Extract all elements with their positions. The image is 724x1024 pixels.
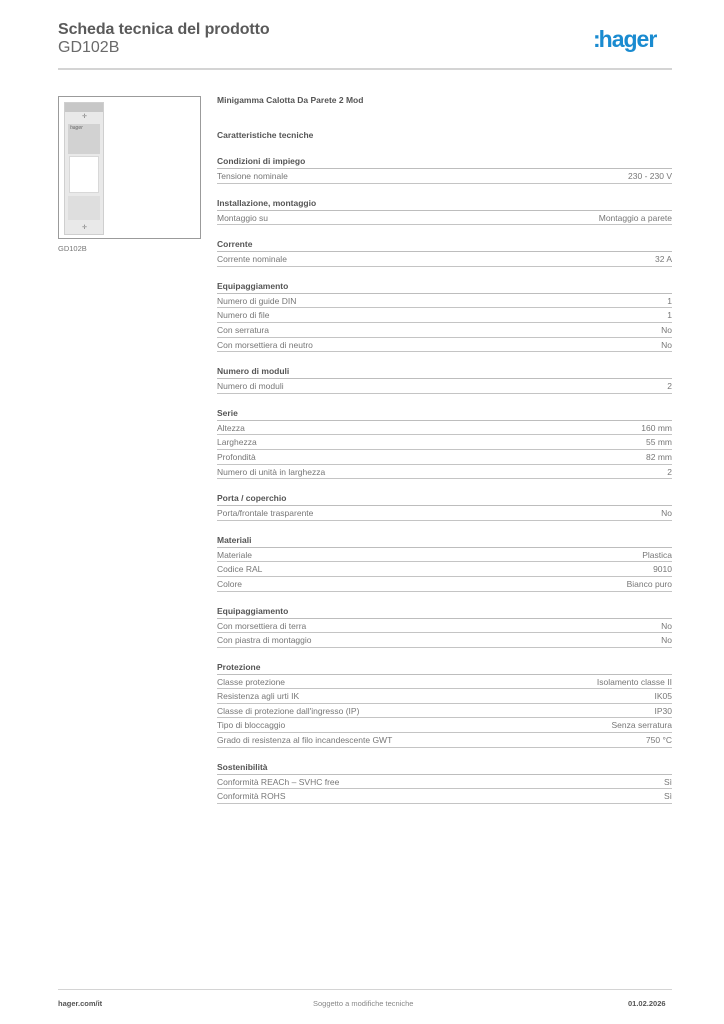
spec-label: Corrente nominale — [217, 254, 287, 265]
spec-row — [217, 562, 672, 577]
image-caption: GD102B — [58, 244, 87, 253]
product-module-window — [69, 156, 99, 193]
spec-value: 32 A — [654, 254, 672, 265]
technical-characteristics-title: Caratteristiche tecniche — [217, 130, 314, 140]
product-image — [64, 102, 104, 235]
spec-row — [217, 169, 672, 184]
spec-section — [217, 238, 672, 267]
spec-row — [217, 577, 672, 592]
spec-label: Colore — [217, 578, 243, 589]
spec-value: Montaggio a parete — [598, 212, 672, 223]
document-title: Scheda tecnica del prodotto — [58, 21, 270, 38]
section-heading: Porta / coperchio — [217, 492, 672, 506]
spec-row — [217, 689, 672, 704]
spec-value: 750 °C — [645, 735, 672, 746]
spec-label: Classe di protezione dall'ingresso (IP) — [217, 705, 360, 716]
spec-label: Con piastra di montaggio — [217, 635, 312, 646]
spec-value: No — [661, 635, 672, 646]
spec-row — [217, 548, 672, 563]
spec-value: 2 — [667, 466, 672, 477]
spec-row — [217, 379, 672, 394]
spec-label: Materiale — [217, 549, 252, 560]
spec-row — [217, 308, 672, 323]
spec-label: Larghezza — [217, 437, 257, 448]
spec-row — [217, 733, 672, 748]
spec-label: Profondità — [217, 451, 256, 462]
product-name: Minigamma Calotta Da Parete 2 Mod — [217, 95, 364, 105]
section-heading: Sostenibilità — [217, 761, 672, 775]
spec-value: Sì — [663, 791, 672, 802]
section-heading: Equipaggiamento — [217, 605, 672, 619]
spec-section — [217, 534, 672, 592]
spec-value: 230 - 230 V — [628, 171, 672, 181]
product-top-band — [65, 103, 103, 112]
spec-row — [217, 704, 672, 719]
spec-label: Con morsettiera di neutro — [217, 339, 313, 350]
spec-value: 1 — [667, 295, 672, 306]
spec-label: Con serratura — [217, 324, 269, 335]
spec-section — [217, 197, 672, 226]
spec-row — [217, 718, 672, 733]
spec-label: Numero di unità in larghezza — [217, 466, 326, 477]
section-heading: Protezione — [217, 661, 672, 675]
product-lower-panel — [68, 196, 100, 220]
spec-section — [217, 407, 672, 479]
spec-row — [217, 435, 672, 450]
spec-row — [217, 252, 672, 267]
spec-label: Numero di file — [217, 310, 270, 321]
header-divider — [58, 68, 672, 70]
spec-section — [217, 155, 672, 184]
spec-row — [217, 789, 672, 804]
product-brand-mark: hager — [70, 125, 83, 131]
spec-label: Numero di moduli — [217, 381, 284, 392]
spec-label: Tensione nominale — [217, 171, 288, 181]
spec-row — [217, 338, 672, 353]
spec-row — [217, 465, 672, 480]
spec-section — [217, 605, 672, 648]
spec-label: Classe protezione — [217, 676, 286, 687]
section-heading: Corrente — [217, 238, 672, 252]
spec-section — [217, 761, 672, 804]
product-code: GD102B — [58, 39, 120, 56]
section-heading: Serie — [217, 407, 672, 421]
spec-section — [217, 492, 672, 521]
spec-label: Altezza — [217, 422, 245, 433]
spec-value: Sì — [663, 776, 672, 787]
spec-row — [217, 323, 672, 338]
spec-value: No — [661, 508, 672, 519]
spec-section — [217, 661, 672, 748]
logo-text: hager — [598, 26, 657, 52]
section-heading: Numero di moduli — [217, 365, 672, 379]
footer-date: 01.02.2026 — [628, 999, 666, 1008]
footer-notice: Soggetto a modifiche tecniche — [313, 999, 414, 1008]
spec-value: 82 mm — [646, 451, 672, 462]
spec-row — [217, 450, 672, 465]
spec-row — [217, 619, 672, 634]
spec-label: Tipo di bloccaggio — [217, 720, 286, 731]
spec-row — [217, 675, 672, 690]
spec-value: 160 mm — [641, 422, 672, 433]
spec-value: Senza serratura — [611, 720, 672, 731]
section-heading: Materiali — [217, 534, 672, 548]
hager-logo — [593, 28, 656, 51]
spec-value: Plastica — [642, 549, 672, 560]
spec-value: IK05 — [654, 691, 672, 702]
spec-content — [217, 95, 672, 804]
screw-icon: ✛ — [82, 225, 88, 231]
spec-value: 1 — [667, 310, 672, 321]
spec-label: Con morsettiera di terra — [217, 620, 307, 631]
spec-value: Isolamento classe II — [596, 676, 672, 687]
spec-label: Conformità REACh – SVHC free — [217, 776, 340, 787]
spec-value: IP30 — [654, 705, 672, 716]
spec-row — [217, 421, 672, 436]
spec-value: No — [661, 324, 672, 335]
product-upper-panel — [68, 124, 100, 154]
spec-row — [217, 633, 672, 648]
spec-label: Porta/frontale trasparente — [217, 508, 314, 519]
spec-label: Conformità ROHS — [217, 791, 286, 802]
spec-value: No — [661, 620, 672, 631]
spec-label: Resistenza agli urti IK — [217, 691, 300, 702]
section-heading: Equipaggiamento — [217, 280, 672, 294]
product-image-frame — [58, 96, 201, 239]
section-heading: Installazione, montaggio — [217, 197, 672, 211]
spec-row — [217, 211, 672, 226]
spec-section — [217, 365, 672, 394]
section-heading: Condizioni di impiego — [217, 155, 672, 169]
spec-label: Numero di guide DIN — [217, 295, 297, 306]
spec-value: 2 — [667, 381, 672, 392]
spec-row — [217, 294, 672, 309]
spec-section — [217, 280, 672, 352]
footer-divider — [58, 989, 672, 990]
spec-value: No — [661, 339, 672, 350]
spec-label: Montaggio su — [217, 212, 269, 223]
spec-label: Grado di resistenza al filo incandescente GWT — [217, 735, 393, 746]
spec-value: Bianco puro — [626, 578, 672, 589]
logo-colon: : — [593, 26, 599, 52]
spec-row — [217, 506, 672, 521]
screw-icon: ✛ — [82, 114, 88, 120]
spec-label: Codice RAL — [217, 564, 263, 575]
footer-website-link[interactable]: hager.com/it — [58, 999, 103, 1008]
spec-value: 9010 — [653, 564, 672, 575]
spec-value: 55 mm — [646, 437, 672, 448]
spec-row — [217, 775, 672, 790]
spec-sections — [217, 155, 672, 804]
